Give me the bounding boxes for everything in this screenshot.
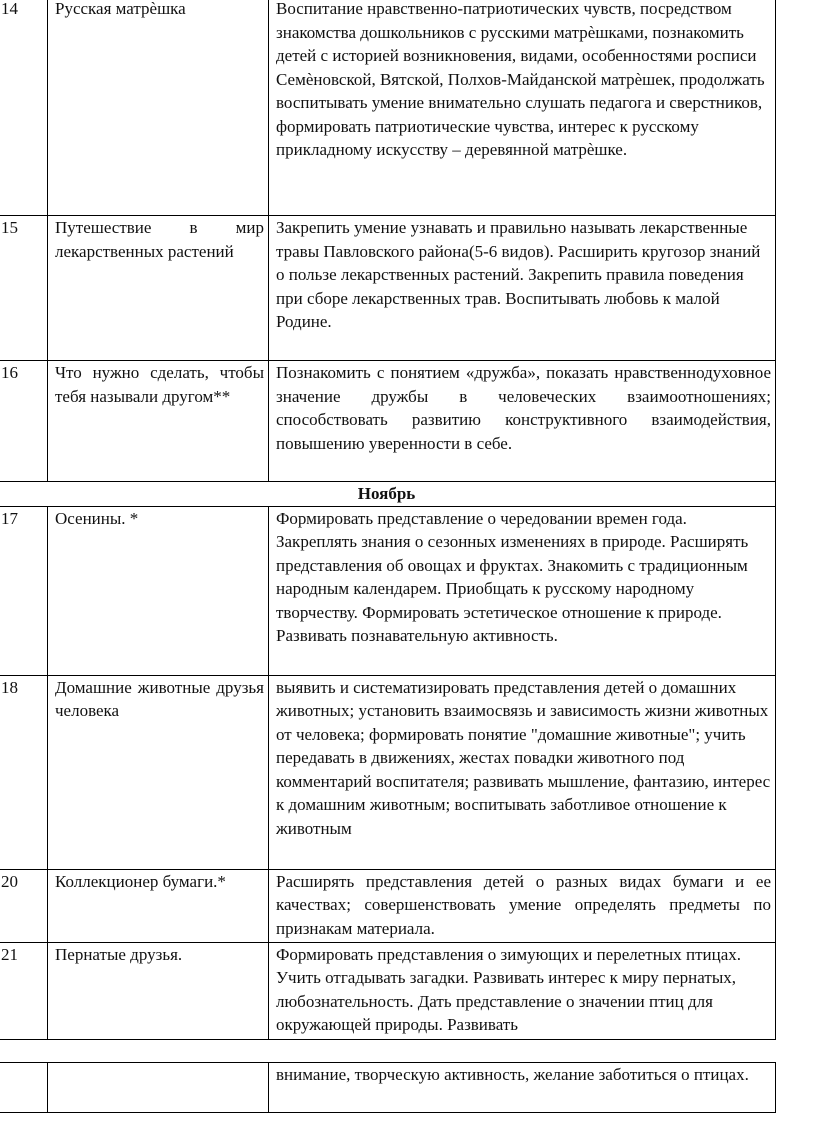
row-number	[0, 1063, 48, 1113]
row-description: Формировать представления о зимующих и перелетных птицах. Учить отгадывать загадки. Развивать интерес к миру пернатых, любознательность. Дать представление о значении птиц для окружающей природы. Развивать	[269, 942, 776, 1039]
row-number: 18	[0, 675, 48, 869]
plan-table-continuation	[0, 1062, 776, 1113]
table-row	[0, 506, 776, 675]
row-number: 21	[0, 942, 48, 1039]
row-number: 20	[0, 869, 48, 942]
row-topic: Коллекционер бумаги.*	[48, 869, 269, 942]
row-description: Формировать представление о чередовании времен года. Закреплять знания о сезонных изменениях в природе. Расширять представления об овощах и фруктах. Знакомить с традиционным народным календарем. Приобщать к русскому народному творчеству. Формировать эстетическое отношение к природе. Развивать познавательную активность.	[269, 506, 776, 675]
row-description: Познакомить с понятием «дружба», показать нравственнодуховное значение дружбы в человеческих взаимоотношениях; способствовать развитию конструктивного взаимодействия, повышению уверенности в себе.	[269, 361, 776, 482]
month-title: Ноябрь	[0, 482, 776, 507]
row-topic: Осенины. *	[48, 506, 269, 675]
row-topic: Домашние животные друзья человека	[48, 675, 269, 869]
row-number: 14	[0, 0, 48, 216]
row-number: 16	[0, 361, 48, 482]
table-row	[0, 1063, 776, 1113]
table-row	[0, 0, 776, 216]
row-topic: Русская матрѐшка	[48, 0, 269, 216]
row-topic	[48, 1063, 269, 1113]
table-row	[0, 942, 776, 1039]
row-topic: Путешествие в мир лекарственных растений	[48, 216, 269, 361]
row-number: 17	[0, 506, 48, 675]
table-row	[0, 675, 776, 869]
row-description: Расширять представления детей о разных видах бумаги и ее качествах; совершенствовать умение определять предметы по признакам материала.	[269, 869, 776, 942]
row-topic: Что нужно сделать, чтобы тебя называли другом**	[48, 361, 269, 482]
row-number: 15	[0, 216, 48, 361]
row-description: Воспитание нравственно-патриотических чувств, посредством знакомства дошкольников с русскими матрѐшками, познакомить детей с историей возникновения, видами, особенностями росписи Семѐновской, Вятской, Полхов-Майданской матрѐшек, продолжать воспитывать умение внимательно слушать педагога и сверстников, формировать патриотические чувства, интерес к русскому прикладному искусству – деревянной матрѐшке.	[269, 0, 776, 216]
row-description: внимание, творческую активность, желание заботиться о птицах.	[269, 1063, 776, 1113]
table-row	[0, 216, 776, 361]
month-header-row	[0, 482, 776, 507]
row-topic: Пернатые друзья.	[48, 942, 269, 1039]
row-description: Закрепить умение узнавать и правильно называть лекарственные травы Павловского района(5-6 видов). Расширить кругозор знаний о пользе лекарственных растений. Закрепить правила поведения при сборе лекарственных трав. Воспитывать любовь к малой Родине.	[269, 216, 776, 361]
row-description: выявить и систематизировать представления детей о домашних животных; установить взаимосвязь и зависимость жизни животных от человека; формировать понятие "домашние животные"; учить передавать в движениях, жестах повадки животного под комментарий воспитателя; развивать мышление, фантазию, интерес к домашним животным; воспитывать заботливое отношение к животным	[269, 675, 776, 869]
table-row	[0, 869, 776, 942]
table-row	[0, 361, 776, 482]
